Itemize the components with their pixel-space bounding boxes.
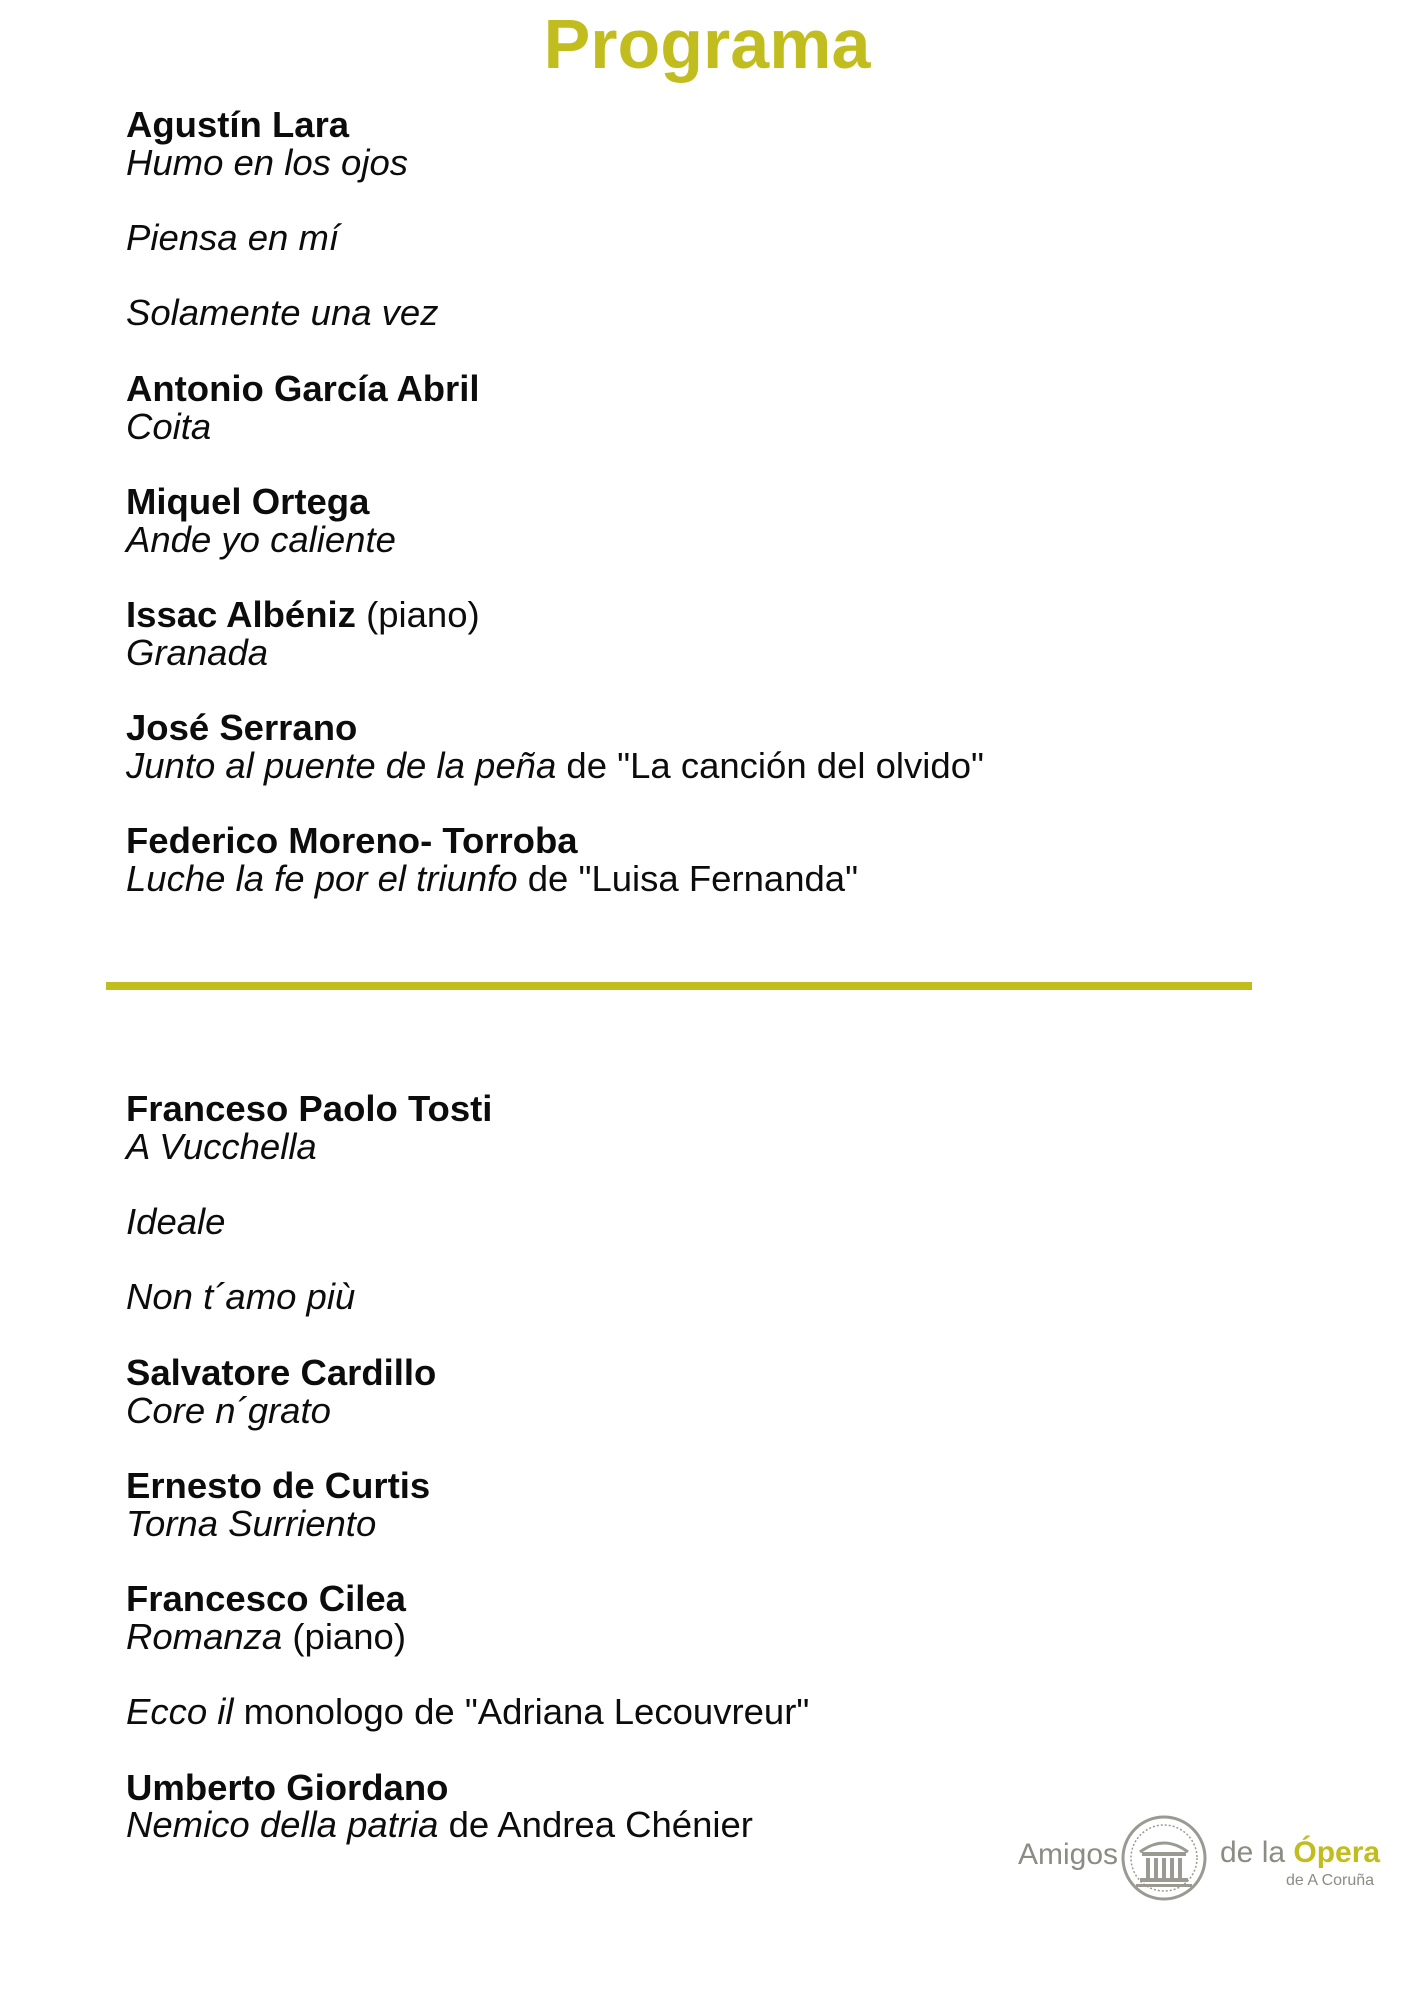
- piece-title: Ande yo caliente: [126, 518, 396, 560]
- logo-opera-text: Ópera: [1293, 1836, 1381, 1869]
- piece-source: (piano): [282, 1615, 406, 1657]
- piece-title: A Vucchella: [126, 1125, 317, 1167]
- composer-name: Federico Moreno- Torroba: [126, 820, 578, 862]
- section-divider: [106, 982, 1252, 990]
- program-entry: [126, 596, 1226, 671]
- piece-source: de "Luisa Fernanda": [517, 857, 859, 899]
- piece-title: Solamente una vez: [126, 292, 439, 334]
- program-entry: [126, 1090, 1226, 1316]
- amigos-opera-logo: [1018, 1810, 1381, 1902]
- piece-title: Humo en los ojos: [126, 141, 409, 183]
- piece-source: de "La canción del olvido": [556, 744, 984, 786]
- column-arch-icon: [1120, 1814, 1208, 1907]
- composer-name: Agustín Lara: [126, 104, 350, 145]
- piece-title: Luche la fe por el triunfo: [126, 857, 518, 899]
- piece-title: Non t´amo più: [126, 1276, 356, 1318]
- program-entry: [126, 480, 1226, 560]
- composer-name: Ernesto de Curtis: [126, 1464, 431, 1506]
- piece-title: Core n´grato: [126, 1389, 331, 1431]
- piece-title: Torna Surriento: [126, 1502, 377, 1544]
- composer-name: Miquel Ortega: [126, 480, 370, 522]
- piece-title: Ideale: [126, 1201, 226, 1243]
- piece-title: Granada: [126, 631, 269, 673]
- composer-name: Franceso Paolo Tosti: [126, 1088, 493, 1129]
- program-section-1: [126, 106, 1226, 935]
- program-entry: [126, 1464, 1226, 1544]
- program-entry: [126, 1351, 1226, 1431]
- composer-name: Salvatore Cardillo: [126, 1351, 437, 1393]
- program-entry: [126, 1580, 1226, 1731]
- piece-title: Ecco il: [126, 1691, 234, 1733]
- page-title: Programa: [543, 5, 871, 83]
- piece-title: Piensa en mí: [126, 217, 340, 259]
- piece-title: Junto al puente de la peña: [126, 744, 557, 786]
- program-entry: [126, 106, 1226, 332]
- composer-name: José Serrano: [126, 707, 358, 749]
- composer-name: Umberto Giordano: [126, 1766, 449, 1808]
- piece-source: de Andrea Chénier: [438, 1804, 753, 1846]
- piece-title: Coita: [126, 405, 212, 447]
- logo-dela-opera: [1220, 1836, 1380, 1870]
- piece-source: monologo de "Adriana Lecouvreur": [233, 1691, 810, 1733]
- program-section-2: [126, 1090, 1226, 1882]
- program-entry: [126, 367, 1226, 447]
- piece-title: Nemico della patria: [126, 1804, 439, 1846]
- composer-name: Issac Albéniz: [126, 594, 356, 636]
- logo-coruna-text: de A Coruña: [1286, 1872, 1375, 1889]
- logo-dela-text: de la: [1220, 1836, 1294, 1869]
- logo-amigos-text: Amigos: [1018, 1838, 1119, 1871]
- composer-name: Francesco Cilea: [126, 1578, 406, 1620]
- program-entry: [126, 709, 1226, 784]
- piece-title: Romanza: [126, 1615, 283, 1657]
- composer-note: (piano): [355, 594, 480, 636]
- composer-name: Antonio García Abril: [126, 367, 480, 409]
- program-entry: [126, 822, 1226, 897]
